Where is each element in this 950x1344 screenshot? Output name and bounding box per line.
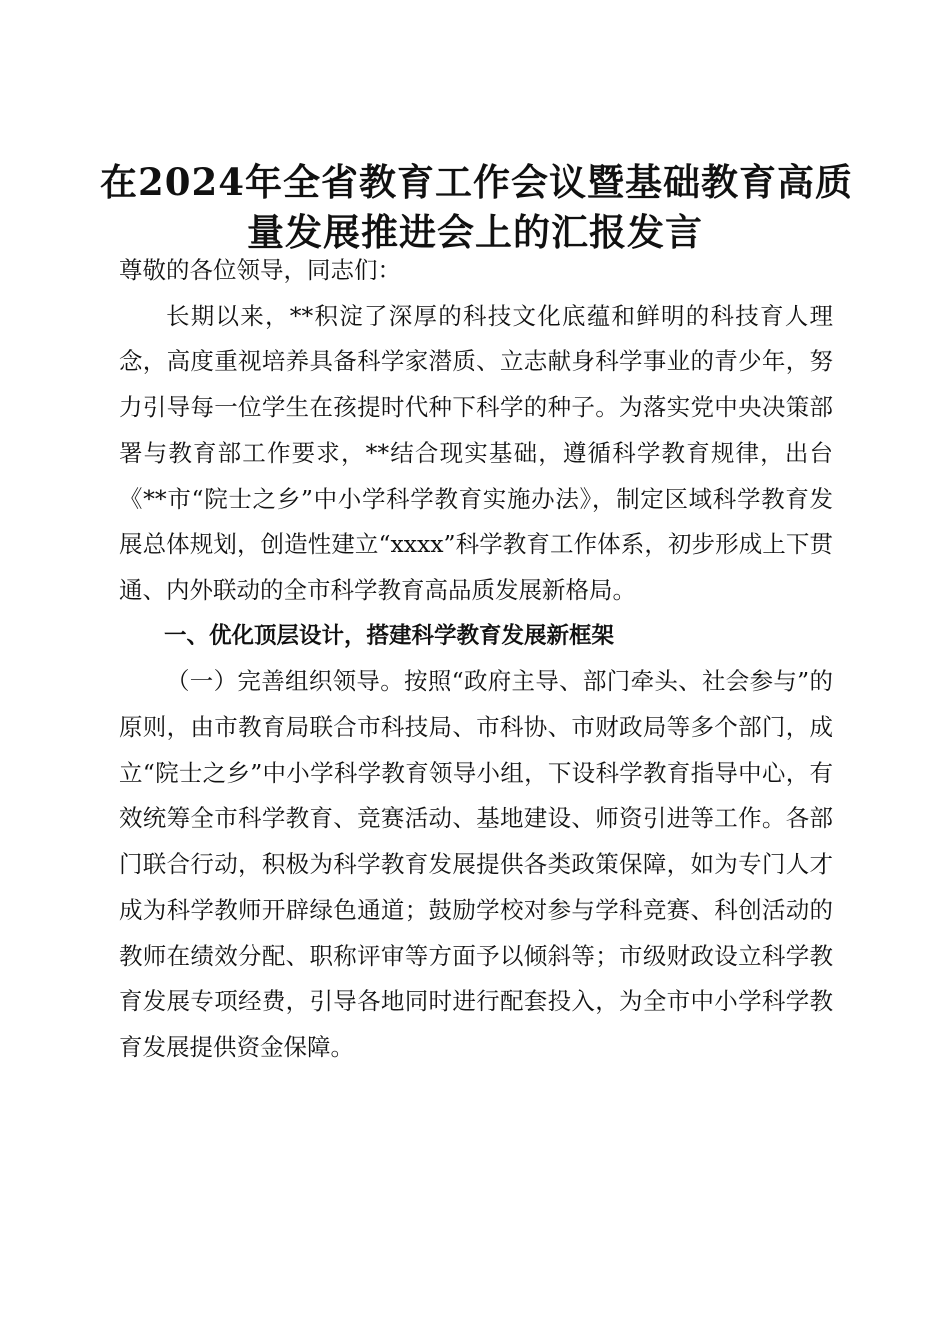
document-title: [100, 157, 853, 257]
subsection-title-1: （一）完善组织领导。: [166, 667, 405, 696]
document-body: [119, 248, 833, 1071]
subsection-paragraph-1: [119, 659, 833, 1070]
title-line-1: 在2024年全省教育工作会议暨基础教育高质: [100, 159, 853, 204]
salutation: 尊敬的各位领导，同志们：: [119, 256, 401, 284]
intro-paragraph: 长期以来，**积淀了深厚的科技文化底蕴和鲜明的科技育人理念，高度重视培养具备科学家潜质、立志献身科学事业的青少年，努力引导每一位学生在孩提时代种下科学的种子。为落实党中央决策部署与教育部工作要求，**结合现实基础，遵循科学教育规律，出台《**市“院士之乡”中小学科学教育实施办法》，制定区域科学教育发展总体规划，创造性建立“xxxx”科学教育工作体系，初步形成上下贯通、内外联动的全市科学教育高品质发展新格局。: [119, 301, 833, 604]
subsection-body-1: 按照“政府主导、部门牵头、社会参与”的原则，由市教育局联合市科技局、市科协、市财政局等多个部门，成立“院士之乡”中小学科学教育领导小组，下设科学教育指导中心，有效统筹全市科学教育、竞赛活动、基地建设、师资引进等工作。各部门联合行动，积极为科学教育发展提供各类政策保障，如为专门人才成为科学教师开辟绿色通道；鼓励学校对参与学科竞赛、科创活动的教师在绩效分配、职称评审等方面予以倾斜等；市级财政设立科学教育发展专项经费，引导各地同时进行配套投入，为全市中小学科学教育发展提供资金保障。: [119, 667, 834, 1061]
section-heading-1: 一、优化顶层设计，搭建科学教育发展新框架: [164, 622, 615, 649]
title-line-2: 量发展推进会上的汇报发言: [247, 209, 703, 254]
